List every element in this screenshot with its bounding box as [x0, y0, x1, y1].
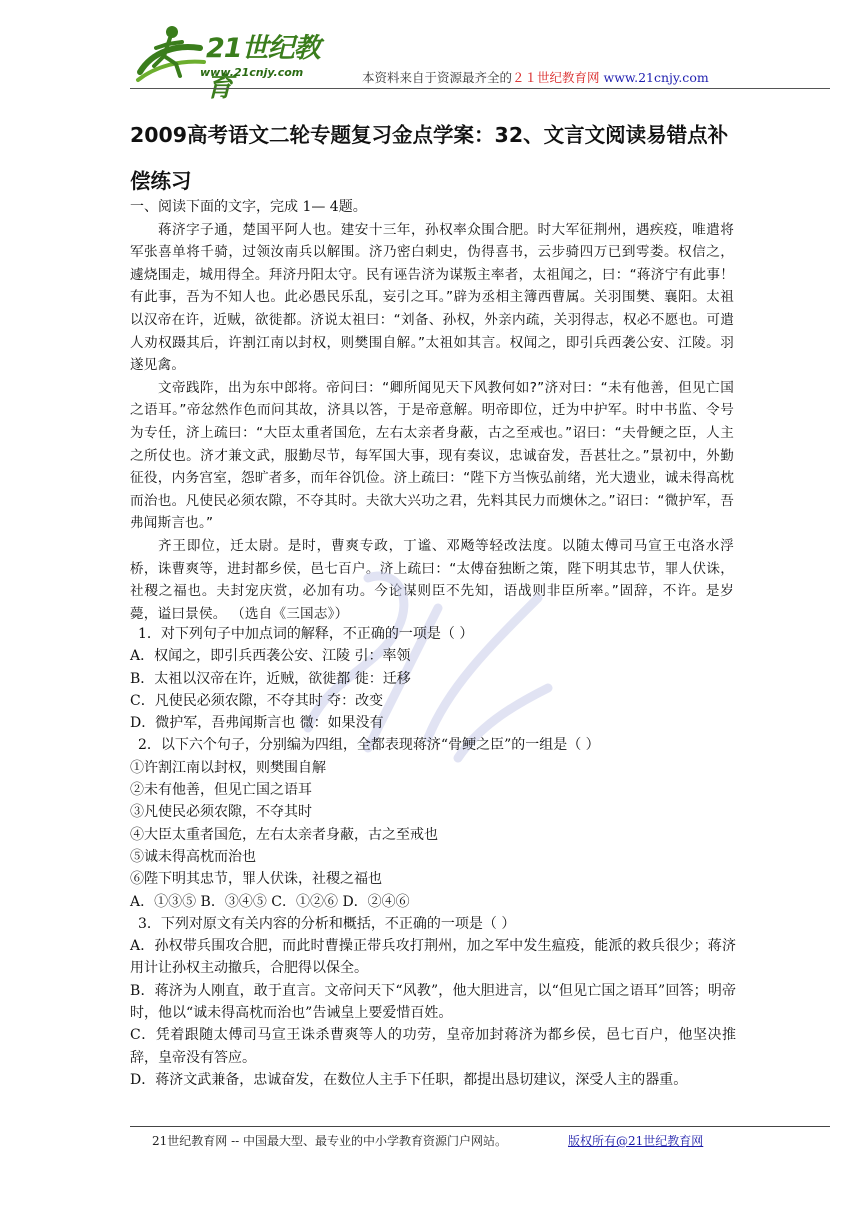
answer-option: C．凡使民必须农隙，不夺其时 夺：改变: [130, 692, 384, 709]
question-stem: 2．以下六个句子，分别编为四组，全都表现蒋济“骨鲠之臣”的一组是（ ）: [138, 737, 600, 754]
footer-divider: [130, 1126, 830, 1127]
answer-option: D．蒋济文武兼备，忠诚奋发，在数位人主手下任职，都提出恳切建议，深受人主的器重。: [130, 1071, 688, 1088]
passage-paragraph: 文帝践阼，出为东中郎将。帝问曰：“卿所闻见天下风教何如?”济对曰：“未有他善，但见亡国之语耳。”帝忿然作色而问其故，济具以答，于是帝意解。明帝即位，迁为中护军。时中书监、令号为专任，济上疏曰：“大臣太重者国危，左右太亲者身蔽，古之至戒也。”诏曰：“夫骨鲠之臣，人主之所仗也。济才兼文武，服勤尽节，每军国大事，现有奏议，忠诚奋发，吾甚壮之。”景初中，外勤征役，内务宫室，怨旷者多，而年谷饥俭。济上疏曰：“陛下方当恢弘前绪，光大遗业，诚未得高枕而治也。凡使民必须农隙，不夺其时。夫欲大兴功之君，先料其民力而燠休之。”诏曰：“微护军，吾弗闻斯言也。”: [130, 379, 734, 532]
logo-url: www.21cnjy.com: [200, 66, 304, 79]
answer-options-line: A．①③⑤ B．③④⑤ C．①②⑥ D．②④⑥: [130, 893, 410, 910]
sentence-item: ④大臣太重者国危，左右太亲者身蔽，古之至戒也: [130, 826, 438, 843]
header-note-prefix: 本资料来自于资源最齐全的: [362, 70, 513, 85]
sentence-item: ②未有他善，但见亡国之语耳: [130, 782, 312, 799]
site-logo[interactable]: [130, 22, 340, 103]
answer-option: D．微护军，吾弗闻斯言也 微：如果没有: [130, 715, 384, 732]
page-header: [130, 18, 830, 103]
header-divider: [130, 88, 830, 89]
runner-figure-icon: [130, 22, 210, 88]
page-footer: [130, 1126, 830, 1148]
answer-option: B．太祖以汉帝在许，近贼，欲徙都 徙：迁移: [130, 670, 411, 687]
passage-paragraph: 齐王即位，迁太尉。是时，曹爽专政，丁谧、邓飏等轻改法度。以随太傅司马宣王屯洛水浮桥，诛曹爽等，进封都乡侯，邑七百户。济上疏曰：“太傅奋独断之策，陛下明其忠节，罪人伏诛，社稷之福也。夫封宠庆赏，必加有功。今论谋则臣不先知，语战则非臣所率。”固辞，不许。是岁薨，谥曰景侯。 （选自《三国志》）: [130, 537, 734, 622]
answer-option: A．孙权带兵围攻合肥，而此时曹操正带兵攻打荆州，加之军中发生瘟疫，能派的救兵很少；蒋济用计让孙权主动撤兵，合肥得以保全。: [130, 938, 736, 977]
questions-section: [130, 623, 736, 1091]
copyright-link[interactable]: 版权所有@21世纪教育网: [568, 1134, 704, 1148]
answer-option: C．凭着跟随太傅司马宣王诛杀曹爽等人的功劳，皇帝加封蒋济为都乡侯，邑七百户，他坚决推辞，皇帝没有答应。: [130, 1027, 736, 1066]
header-site-url[interactable]: www.21cnjy.com: [603, 70, 709, 85]
sentence-item: ①许割江南以封权，则樊围自解: [130, 759, 326, 776]
reading-section: [130, 196, 734, 625]
answer-option: B．蒋济为人刚直，敢于直言。文帝问天下“风教”，他大胆进言，以“但见亡国之语耳”回答；明帝时，他以“诚未得高枕而治也”告诫皇上要爱惜百姓。: [130, 982, 736, 1022]
sentence-item: ③凡使民必须农隙，不夺其时: [130, 804, 312, 821]
sentence-item: ⑥陛下明其忠节，罪人伏诛，社稷之福也: [130, 871, 382, 888]
header-site-name[interactable]: ２１世纪教育网: [512, 70, 600, 85]
page-title: 2009高考语文二轮专题复习金点学案：32、文言文阅读易错点补偿练习: [130, 123, 729, 193]
footer-text: 21世纪教育网 -- 中国最大型、最专业的中小学教育资源门户网站。: [152, 1134, 508, 1148]
header-note: [362, 68, 709, 86]
instruction: 一、阅读下面的文字，完成 1— 4题。: [130, 199, 367, 215]
question-stem: 1．对下列句子中加点词的解释，不正确的一项是（ ）: [138, 626, 474, 642]
logo-text: 21世纪教育: [206, 33, 320, 103]
passage-paragraph: 蒋济字子通，楚国平阿人也。建安十三年，孙权率众围合肥。时大军征荆州，遇疾疫，唯遣将军张喜单将千骑，过领汝南兵以解围。济乃密白刺史，伪得喜书，云步骑四万已到雩娄。权信之，遽烧围走，城用得全。拜济丹阳太守。民有诬告济为谋叛主率者，太祖闻之，曰：“蒋济宁有此事！有此事，吾为不知人也。此必愚民乐乱，妄引之耳。”辟为丞相主簿西曹属。关羽围樊、襄阳。太祖以汉帝在许，近贼，欲徙都。济说太祖曰：“刘备、孙权，外亲内疏，关羽得志，权必不愿也。可遣人劝权蹑其后，许割江南以封权，则樊围自解。”太祖如其言。权闻之，即引兵西袭公安、江陵。羽遂见禽。: [130, 221, 734, 374]
sentence-item: ⑤诚未得高枕而治也: [130, 848, 256, 865]
question-stem: 3．下列对原文有关内容的分析和概括，不正确的一项是（ ）: [138, 915, 516, 932]
answer-option: A．权闻之，即引兵西袭公安、江陵 引：率领: [130, 648, 411, 665]
